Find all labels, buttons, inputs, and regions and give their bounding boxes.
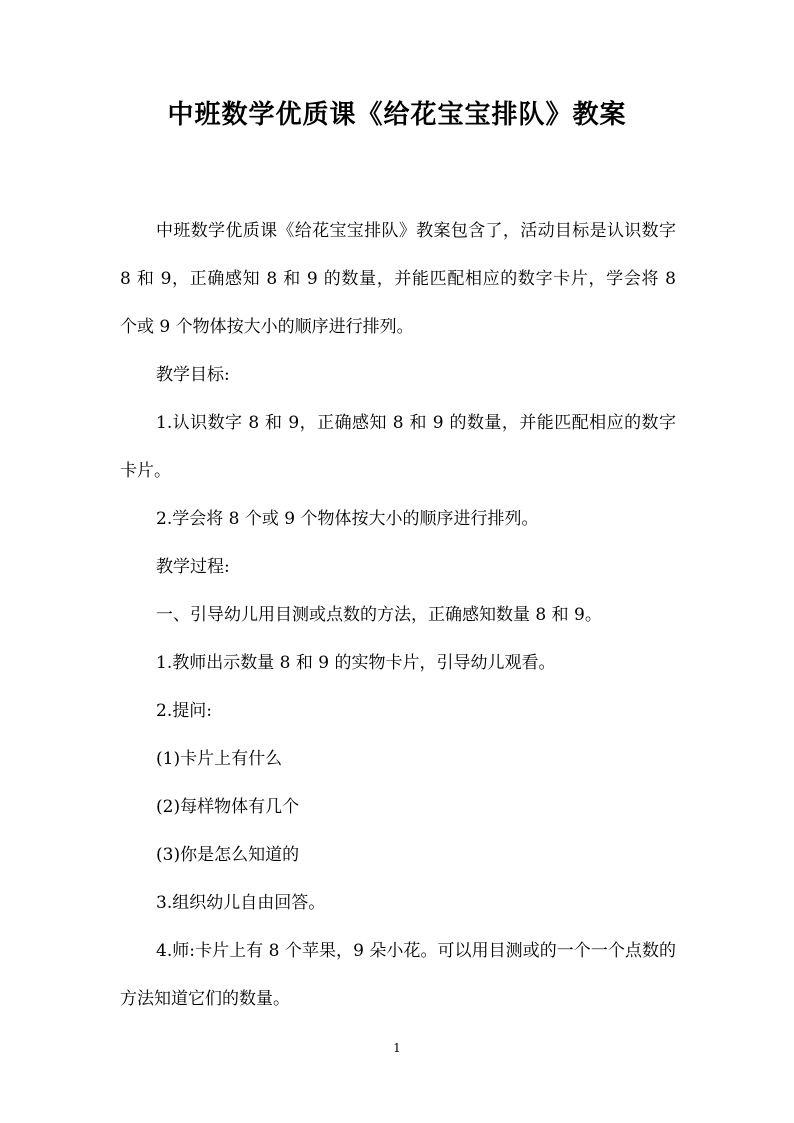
page-number: 1	[393, 1041, 401, 1055]
process-step-1: 1.教师出示数量 8 和 9 的实物卡片，引导幼儿观看。	[156, 653, 556, 673]
process-step-3: 3.组织幼儿自由回答。	[156, 893, 326, 913]
process-step-4: 4.师:卡片上有 8 个苹果，9 朵小花。可以用目测或的一个一个点数的方法知道它们的数量。	[120, 941, 676, 1009]
heading-teaching-goals: 教学目标:	[156, 365, 230, 385]
process-step-2: 2.提问:	[156, 701, 212, 721]
process-section-1: 一、引导幼儿用目测或点数的方法，正确感知数量 8 和 9。	[156, 605, 602, 625]
goal-item-1: 1.认识数字 8 和 9，正确感知 8 和 9 的数量，并能匹配相应的数字卡片。	[120, 413, 676, 481]
document-title: 中班数学优质课《给花宝宝排队》教案	[167, 100, 627, 130]
heading-teaching-process: 教学过程:	[156, 557, 230, 577]
question-2: (2)每样物体有几个	[156, 797, 300, 817]
document-body	[120, 207, 676, 1023]
paragraph-intro: 中班数学优质课《给花宝宝排队》教案包含了，活动目标是认识数字 8 和 9，正确感知 8 和 9 的数量，并能匹配相应的数字卡片，学会将 8 个或 9 个物体按大小的顺序进行排列。	[120, 221, 676, 337]
goal-item-2: 2.学会将 8 个或 9 个物体按大小的顺序进行排列。	[156, 509, 539, 529]
question-3: (3)你是怎么知道的	[156, 845, 300, 865]
question-1: (1)卡片上有什么	[156, 749, 283, 769]
